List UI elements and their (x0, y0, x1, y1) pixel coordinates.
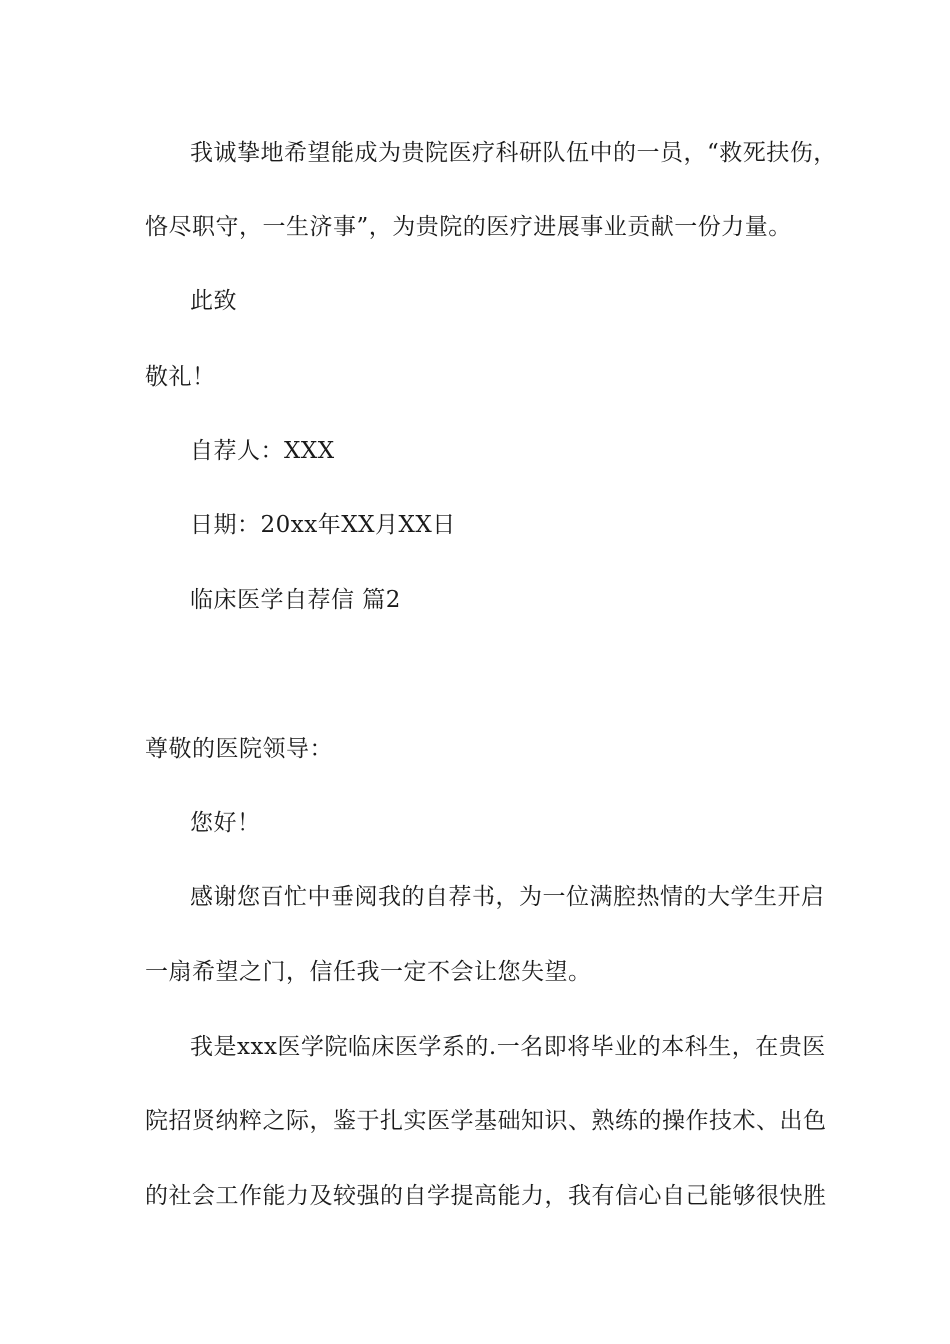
paragraph-line: 一扇希望之门，信任我一定不会让您失望。 (145, 959, 592, 985)
paragraph-line: 院招贤纳粹之际，鉴于扎实医学基础知识、熟练的操作技术、出色 (145, 1108, 827, 1134)
salutation-line: 敬礼！ (145, 364, 216, 390)
signer-line: 自荐人：XXX (190, 438, 335, 464)
greeting-line: 您好！ (190, 810, 261, 836)
greeting-line: 尊敬的医院领导： (145, 736, 333, 762)
closing-line: 此致 (190, 288, 237, 314)
paragraph-line: 的社会工作能力及较强的自学提高能力，我有信心自己能够很快胜 (145, 1183, 827, 1209)
paragraph-line: 感谢您百忙中垂阅我的自荐书，为一位满腔热情的大学生开启 (190, 884, 825, 910)
paragraph-line: 恪尽职守，一生济事”，为贵院的医疗进展事业贡献一份力量。 (145, 214, 792, 240)
section-heading: 临床医学自荐信 篇2 (190, 587, 401, 613)
paragraph-line: 我诚挚地希望能成为贵院医疗科研队伍中的一员，“救死扶伤， (190, 140, 837, 166)
date-line: 日期：20xx年XX月XX日 (190, 512, 456, 538)
paragraph-line: 我是xxx医学院临床医学系的.一名即将毕业的本科生，在贵医 (190, 1034, 826, 1060)
